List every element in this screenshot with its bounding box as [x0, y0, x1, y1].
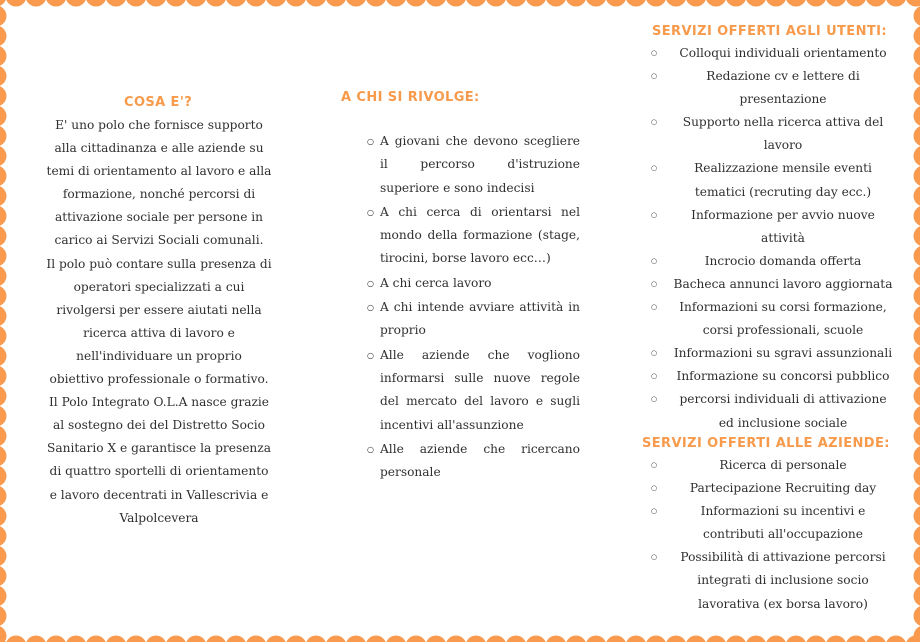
- user-services-list: [643, 42, 905, 435]
- bullet-icon: ○: [367, 350, 374, 360]
- bullet-icon: ○: [651, 553, 658, 562]
- users-item-line: Informazioni su sgravi assunzionali: [673, 346, 893, 361]
- description-line: ricerca attiva di lavoro e: [83, 325, 235, 340]
- target-item-text: Alle aziende che ricercano personale: [380, 441, 580, 480]
- users-item-line: Informazione su concorsi pubblico: [676, 369, 890, 384]
- bullet-icon: ○: [651, 210, 658, 219]
- bullet-icon: ○: [367, 303, 374, 313]
- companies-item-line: Possibilità di attivazione percorsi: [680, 550, 886, 565]
- users-item-line: Informazioni su corsi formazione,: [679, 300, 887, 315]
- bullet-icon: ○: [367, 278, 374, 288]
- users-item: [643, 388, 905, 434]
- description-line: Il Polo Integrato O.L.A nasce grazie: [48, 395, 270, 410]
- description-line: al sostegno dei del Distretto Socio: [52, 418, 266, 433]
- target-list-item: [352, 296, 580, 343]
- target-list-item: [352, 272, 580, 295]
- companies-item-line: Partecipazione Recruiting day: [689, 481, 877, 496]
- target-list: [352, 130, 580, 484]
- companies-item-line: contributi all'occupazione: [703, 527, 863, 542]
- target-list-item: [352, 130, 580, 200]
- users-item-line: Bacheca annunci lavoro aggiornata: [673, 276, 893, 291]
- companies-item-line: lavorativa (ex borsa lavoro): [698, 596, 868, 611]
- bullet-icon: ○: [651, 461, 658, 469]
- target-list-item: [352, 438, 580, 485]
- users-item-line: Realizzazione mensile eventi: [694, 161, 872, 176]
- description-line: e lavoro decentrati in Vallescrivia e: [49, 487, 269, 502]
- users-item-line: lavoro: [763, 138, 803, 153]
- users-item-line: Informazione per avvio nuove: [691, 207, 875, 222]
- bullet-icon: ○: [651, 395, 658, 404]
- target-item-text: A chi cerca lavoro: [380, 275, 492, 290]
- users-item-line: ed inclusione sociale: [718, 415, 848, 430]
- bullet-icon: ○: [651, 349, 658, 358]
- description-line: nell'individuare un proprio: [76, 348, 242, 363]
- user-services-heading: SERVIZI OFFERTI AGLI UTENTI:: [652, 24, 887, 39]
- users-item-line: Supporto nella ricerca attiva del: [682, 115, 884, 130]
- users-item: [643, 204, 905, 250]
- users-item: [643, 42, 905, 65]
- users-item-line: Redazione cv e lettere di: [706, 69, 860, 84]
- target-heading: A CHI SI RIVOLGE:: [341, 90, 480, 105]
- target-list-item: [352, 344, 580, 437]
- description-line: rivolgersi per essere aiutati nella: [56, 302, 262, 317]
- users-item-line: percorsi individuali di attivazione: [679, 392, 887, 407]
- companies-item: [643, 500, 905, 546]
- users-item-line: Incrocio domanda offerta: [704, 253, 862, 268]
- description-line: di quattro sportelli di orientamento: [49, 464, 269, 479]
- bullet-icon: ○: [651, 72, 658, 81]
- description-line: Il polo può contare sulla presenza di: [46, 256, 272, 271]
- bullet-icon: ○: [367, 137, 374, 146]
- description-line: carico ai Servizi Sociali comunali.: [54, 233, 264, 248]
- bullet-icon: ○: [651, 372, 658, 381]
- users-item-line: Colloqui individuali orientamento: [679, 46, 887, 60]
- bullet-icon: ○: [651, 256, 658, 265]
- companies-item: [643, 454, 905, 477]
- bullet-icon: ○: [651, 118, 658, 127]
- users-item: [643, 342, 905, 365]
- bullet-icon: ○: [367, 444, 374, 454]
- bullet-icon: ○: [651, 279, 658, 288]
- users-item-line: presentazione: [739, 92, 827, 107]
- companies-item: [643, 477, 905, 500]
- what-is-heading: COSA E'?: [124, 95, 193, 110]
- users-item-line: corsi professionali, scuole: [702, 323, 864, 338]
- bullet-icon: ○: [651, 49, 658, 57]
- target-item-text: A chi cerca di orientarsi nel mondo della formazione (stage, tirocini, borse lavoro ecc…): [380, 204, 580, 266]
- bullet-icon: ○: [651, 303, 658, 312]
- users-item: [643, 250, 905, 273]
- description-line: operatori specializzati a cui: [73, 279, 245, 294]
- users-item: [643, 111, 905, 157]
- description-line: E' uno polo che fornisce supporto: [55, 118, 263, 132]
- description-line: attivazione sociale per persone in: [54, 210, 264, 225]
- bullet-icon: ○: [651, 507, 658, 516]
- target-list-item: [352, 201, 580, 271]
- companies-item-line: integrati di inclusione socio: [697, 573, 869, 588]
- users-item-line: tematici (recruting day ecc.): [694, 184, 872, 199]
- users-item: [643, 65, 905, 111]
- target-item-text: Alle aziende che vogliono informarsi sulle nuove regole del mercato del lavoro e sugli incentivi all'assunzione: [380, 347, 580, 432]
- companies-item: [643, 546, 905, 615]
- users-item: [643, 157, 905, 203]
- description-line: temi di orientamento al lavoro e alla: [46, 164, 272, 179]
- target-item-text: A chi intende avviare attività in proprio: [380, 300, 580, 338]
- users-item-line: attività: [761, 230, 805, 245]
- description-line: alla cittadinanza e alle aziende su: [54, 141, 264, 156]
- users-item: [643, 365, 905, 388]
- users-item: [643, 273, 905, 296]
- bullet-icon: ○: [367, 207, 374, 217]
- description-line: Valpolcevera: [119, 510, 199, 525]
- bullet-icon: ○: [651, 164, 658, 173]
- company-services-list: [643, 454, 905, 616]
- users-item: [643, 296, 905, 342]
- bullet-icon: ○: [651, 484, 658, 493]
- description-line: obiettivo professionale o formativo.: [49, 372, 269, 387]
- companies-item-line: Informazioni su incentivi e: [700, 504, 866, 519]
- description-line: formazione, nonché percorsi di: [62, 187, 256, 202]
- companies-item-line: Ricerca di personale: [719, 458, 847, 472]
- target-item-text: A giovani che devono scegliere il percorso d'istruzione superiore e sono indecisi: [380, 134, 580, 195]
- what-is-description: [38, 114, 280, 530]
- company-services-heading: SERVIZI OFFERTI ALLE AZIENDE:: [642, 436, 890, 451]
- description-line: Sanitario X e garantisce la presenza: [47, 441, 271, 456]
